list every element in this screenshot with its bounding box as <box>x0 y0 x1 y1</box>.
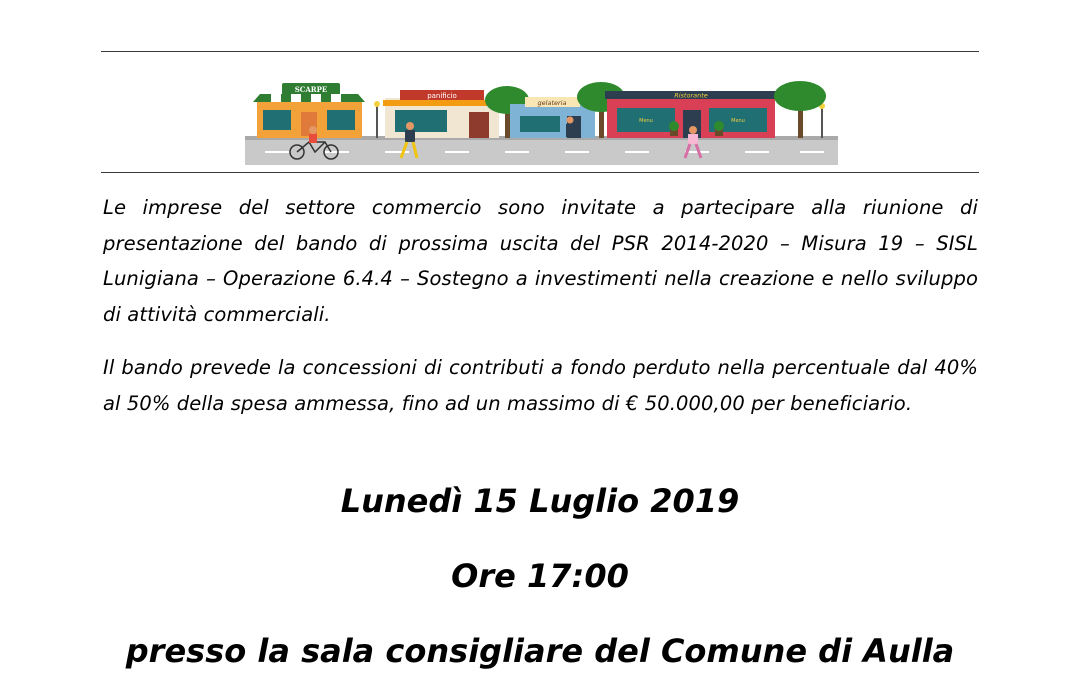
event-time: Ore 17:00 <box>451 557 629 595</box>
pedestrian <box>566 117 574 138</box>
shop-sign-scarpe: SCARPE <box>294 85 328 94</box>
shop-sign-gelateria: gelateria <box>537 99 567 107</box>
window-label-menu: Menu <box>731 118 745 124</box>
top-divider <box>101 51 979 52</box>
street-shops-illustration <box>245 80 838 165</box>
cyclist-body <box>309 134 317 143</box>
shop-scarpe <box>253 83 365 138</box>
window-label-menu: Menu <box>639 118 653 124</box>
cyclist-head <box>309 126 317 134</box>
event-place: presso la sala consigliare del Comune di Aulla <box>125 632 955 670</box>
event-date: Lunedì 15 Luglio 2019 <box>340 482 740 520</box>
tree <box>774 81 826 138</box>
invitation-paragraph: Le imprese del settore commercio sono invitate a partecipare alla riunione di presentazione del bando di prossima uscita del PSR 2014-2020 – Misura 19 – SISL Lunigiana – Operazione 6.4.4 – Sostegno a investimenti nella creazione e nello sviluppo di attività commerciali. <box>103 196 978 326</box>
shop-sign-panificio: panificio <box>427 92 457 100</box>
bottom-divider <box>101 172 979 173</box>
shop-panificio <box>383 90 501 138</box>
funding-paragraph: Il bando prevede la concessioni di contributi a fondo perduto nella percentuale dal 40% al 50% della spesa ammessa, fino ad un massimo di € 50.000,00 per beneficiario. <box>103 356 978 415</box>
shop-sign-ristorante: Ristorante <box>674 91 708 100</box>
